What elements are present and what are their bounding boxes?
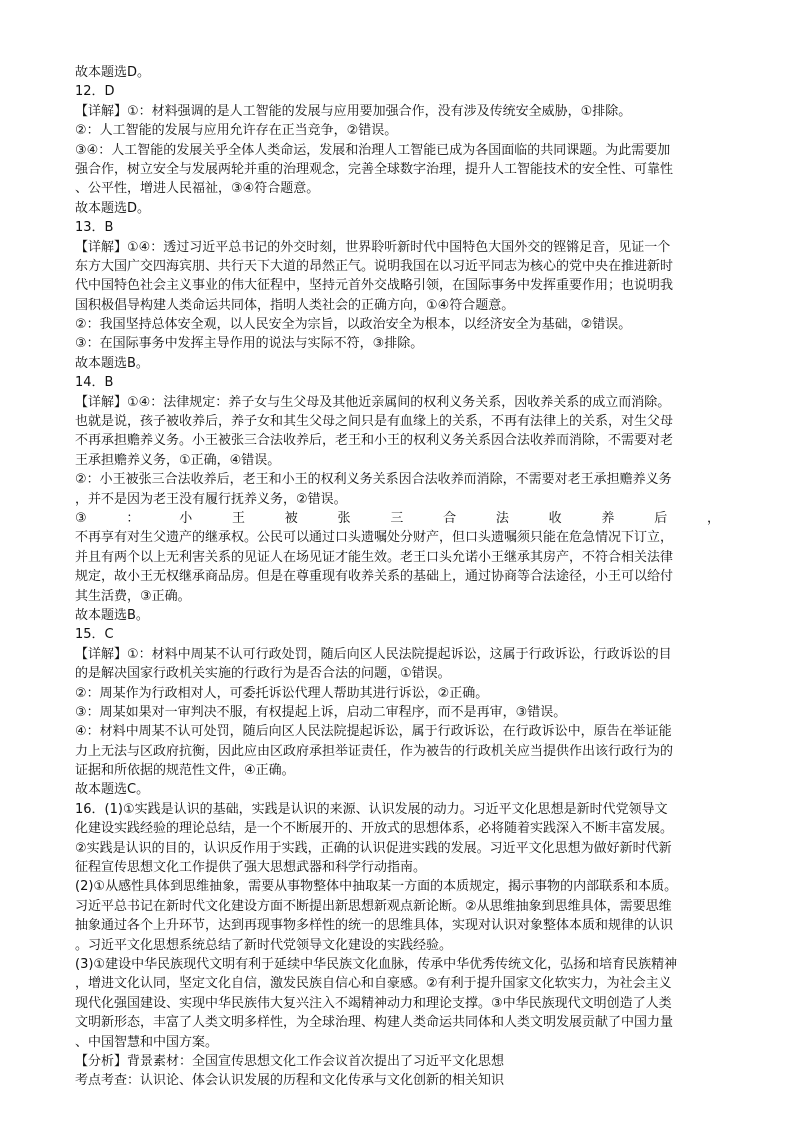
text-line: ，增进文化认同，坚定文化自信，激发民族自信心和自豪感。②有利于提升国家文化软实力，为社会主义 — [75, 976, 672, 992]
text-line: 故本题选D。 — [75, 65, 151, 80]
text-line: 征程宣传思想文化工作提供了强大思想武器和科学行动指南。 — [75, 860, 427, 876]
text-line: 故本题选D。 — [75, 200, 151, 216]
text-line: 故本题选B。 — [75, 607, 149, 623]
text-line: ③：周某如果对一审判决不服，有权提起上诉，启动二审程序，而不是再审，③错误。 — [75, 704, 567, 720]
text-line: 国积极倡导构建人类命运共同体，指明人类社会的正确方向，①④符合题意。 — [75, 297, 515, 313]
text-line: 故本题选C。 — [75, 782, 150, 798]
question-number: 13．B — [75, 220, 114, 236]
text-line: 力上无法与区政府抗衡，因此应由区政府承担举证责任，作为被告的行政机关应当提供作出该行政行为的 — [75, 743, 674, 759]
text-line: ②实践是认识的目的，认识反作用于实践，正确的认识促进实践的发展。习近平文化思想为做好新时代新 — [75, 840, 672, 856]
document-page — [75, 63, 720, 1091]
text-line: 强合作，树立安全与发展两轮并重的治理观念，完善全球数字治理，提升人工智能技术的安全性、可靠性 — [75, 161, 674, 177]
text-line: ③④：人工智能的发展关乎全体人类命运，发展和治理人工智能已成为各国面临的共同课题。为此需要加 — [75, 142, 671, 158]
text-line: 不再享有对生父遗产的继承权。公民可以通过口头遗嘱处分财产，但口头遗嘱须只能在危急情况下订立， — [75, 530, 674, 546]
text-line: 王承担赡养义务，①正确，④错误。 — [75, 452, 281, 468]
question-number: 14．B — [75, 375, 114, 391]
text-line: 并且有两个以上无利害关系的见证人在场见证才能生效。老王口头允诺小王继承其房产，不符合相关法律 — [75, 549, 674, 565]
text-line: 【详解】①：材料强调的是人工智能的发展与应用要加强合作，没有涉及传统安全威胁，①排除。 — [75, 103, 632, 119]
text-line: 【详解】①：材料中周某不认可行政处罚，随后向区人民法院提起诉讼，这属于行政诉讼，行政诉讼的目 — [75, 646, 672, 662]
text-line: 现代化强国建设、实现中华民族伟大复兴注入不竭精神动力和理论支撑。③中华民族现代文明创造了人类 — [75, 995, 672, 1011]
text-line: 其生活费，③正确。 — [75, 588, 191, 604]
text-line: 证据和所依据的规范性文件，④正确。 — [75, 763, 295, 779]
text-line: 、公平性，增进人民福祉，③④符合题意。 — [75, 181, 320, 197]
text-line: 规定，故小王无权继承商品房。但是在尊重现有收养关系的基础上，通过协商等合法途径，小王可以给付 — [75, 569, 674, 585]
text-line: 习近平总书记在新时代文化建设方面不断提出新思想新观点新论断。②从思维抽象到思维具体，需要思维 — [75, 898, 672, 914]
text-line: ②：周某作为行政相对人，可委托诉讼代理人帮助其进行诉讼，②正确。 — [75, 685, 489, 701]
text-line: 故本题选B。 — [75, 355, 149, 371]
text-line: 【详解】①④：透过习近平总书记的外交时刻，世界聆听新时代中国特色大国外交的铿锵足音，见证一个 — [75, 239, 671, 255]
text-line: ②：人工智能的发展与应用允许存在正当竞争，②错误。 — [75, 123, 398, 139]
text-line: 代中国特色社会主义事业的伟大征程中，坚持元首外交战略引领，在国际事务中发挥重要作用；也说明我 — [75, 278, 674, 294]
text-line: 化建设实践经验的理论总结，是一个不断展开的、开放式的思想体系，必将随着实践深入不断丰富发展。 — [75, 821, 674, 837]
text-line: 、中国智慧和中国方案。 — [75, 1034, 219, 1050]
text-line: ③ ： 小 王 被 张 三 合 法 收 养 后 ， — [75, 510, 720, 526]
text-line: 。习近平文化思想系统总结了新时代党领导文化建设的实践经验。 — [75, 937, 453, 953]
question-number: 15．C — [75, 627, 114, 643]
text-line: ，并不是因为老王没有履行抚养义务，②错误。 — [75, 491, 347, 507]
text-line: ②：小王被张三合法收养后，老王和小王的权利义务关系因合法收养而消除，不需要对老王承担赡养义务 — [75, 472, 672, 488]
text-line: (2)①从感性具体到思维抽象，需要从事物整体中抽取某一方面的本质规定，揭示事物的内部联系和本质。 — [75, 879, 678, 895]
text-line: 【分析】背景素材：全国宣传思想文化工作会议首次提出了习近平文化思想 — [75, 1053, 505, 1069]
text-line: 文明新形态，丰富了人类文明多样性，为全球治理、构建人类命运共同体和人类文明发展贡献了中国力量 — [75, 1015, 674, 1031]
text-line: 抽象通过各个上升环节，达到再现事物多样性的统一的思维具体，实现对认识对象整体本质和规律的认识 — [75, 918, 674, 934]
text-line: 的是解决国家行政机关实施的行政行为是否合法的问题，①错误。 — [75, 666, 451, 682]
text-line: 【详解】①④：法律规定：养子女与生父母及其他近亲属间的权利义务关系，因收养关系的成立而消除。 — [75, 394, 671, 410]
text-line: 不再承担赡养义务。小王被张三合法收养后，老王和小王的权利义务关系因合法收养而消除，不需要对老 — [75, 433, 674, 449]
text-line: (3)①建设中华民族现代文明有利于延续中华民族文化血脉，传承中华优秀传统文化，弘扬和培育民族精神 — [75, 956, 678, 972]
question-number: 12．D — [75, 84, 115, 100]
text-line: 考点考查：认识论、体会认识发展的历程和文化传承与文化创新的相关知识 — [75, 1073, 505, 1089]
text-line: 东方大国广交四海宾朋、共行天下大道的昂然正气。说明我国在以习近平同志为核心的党中央在推进新时 — [75, 258, 674, 274]
text-line: 也就是说，孩子被收养后，养子女和其生父母之间只是有血缘上的关系，不再有法律上的关系，对生父母 — [75, 414, 674, 430]
text-line: ④：材料中周某不认可处罚，随后向区人民法院提起诉讼，属于行政诉讼，在行政诉讼中，原告在举证能 — [75, 724, 672, 740]
text-line: 16．(1)①实践是认识的基础，实践是认识的来源、认识发展的动力。习近平文化思想是新时代党领导文 — [75, 801, 668, 817]
text-line: ③：在国际事务中发挥主导作用的说法与实际不符，③排除。 — [75, 336, 424, 352]
text-line: ②：我国坚持总体安全观，以人民安全为宗旨，以政治安全为根本，以经济安全为基础，②错误。 — [75, 317, 632, 333]
